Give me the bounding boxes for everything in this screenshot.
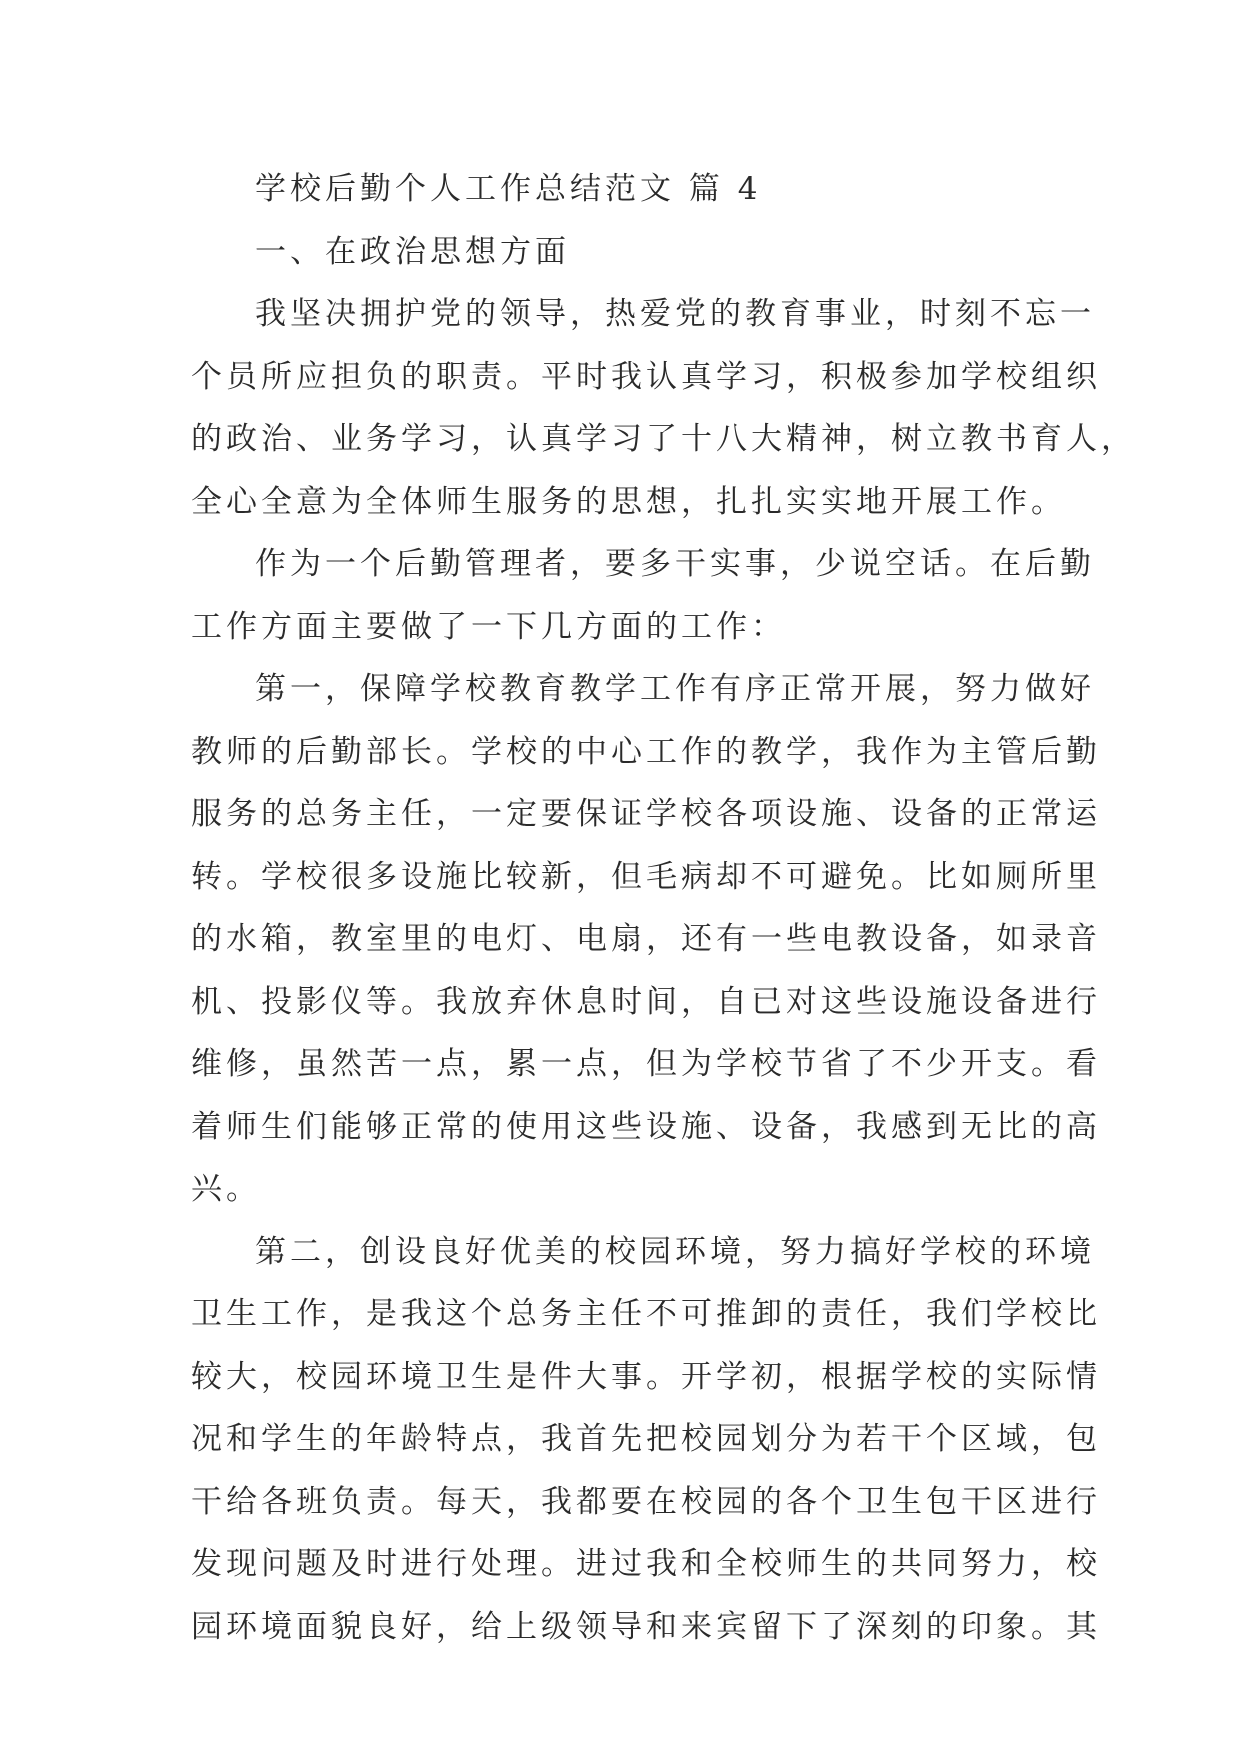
paragraph-line: 转。学校很多设施比较新，但毛病却不可避免。比如厕所里	[191, 858, 1101, 895]
paragraph-line: 第二，创设良好优美的校园环境，努力搞好学校的环境	[255, 1233, 1095, 1270]
paragraph-line: 全心全意为全体师生服务的思想，扎扎实实地开展工作。	[191, 483, 1066, 520]
paragraph-line: 着师生们能够正常的使用这些设施、设备，我感到无比的高	[191, 1108, 1101, 1145]
paragraph-line: 作为一个后勤管理者，要多干实事，少说空话。在后勤	[255, 546, 1095, 582]
document-body	[191, 158, 1136, 1658]
paragraph-line: 服务的总务主任，一定要保证学校各项设施、设备的正常运	[191, 796, 1101, 832]
paragraph-line: 况和学生的年龄特点，我首先把校园划分为若干个区域，包	[191, 1421, 1101, 1457]
paragraph-line: 园环境面貌良好，给上级领导和来宾留下了深刻的印象。其	[191, 1608, 1101, 1645]
paragraph-line: 较大，校园环境卫生是件大事。开学初，根据学校的实际情	[191, 1358, 1101, 1395]
paragraph-line: 干给各班负责。每天，我都要在校园的各个卫生包干区进行	[191, 1483, 1101, 1520]
paragraph-line: 兴。	[191, 1171, 261, 1207]
document-title: 学校后勤个人工作总结范文 篇 4	[255, 171, 762, 207]
paragraph-line: 机、投影仪等。我放弃休息时间，自已对这些设施设备进行	[191, 983, 1101, 1020]
paragraph-line: 工作方面主要做了一下几方面的工作：	[191, 608, 786, 645]
paragraph-line: 的政治、业务学习，认真学习了十八大精神，树立教书育人，	[191, 421, 1136, 457]
paragraph-line: 维修，虽然苦一点，累一点，但为学校节省了不少开支。看	[191, 1046, 1101, 1082]
section-heading: 一、在政治思想方面	[255, 233, 570, 270]
paragraph-line: 发现问题及时进行处理。进过我和全校师生的共同努力，校	[191, 1546, 1101, 1582]
paragraph-line: 个员所应担负的职责。平时我认真学习，积极参加学校组织	[191, 358, 1101, 395]
paragraph-line: 的水箱，教室里的电灯、电扇，还有一些电教设备，如录音	[191, 921, 1101, 957]
paragraph-line: 教师的后勤部长。学校的中心工作的教学，我作为主管后勤	[191, 733, 1101, 770]
paragraph-line: 我坚决拥护党的领导，热爱党的教育事业，时刻不忘一	[255, 296, 1095, 332]
paragraph-line: 卫生工作，是我这个总务主任不可推卸的责任，我们学校比	[191, 1296, 1101, 1332]
paragraph-line: 第一，保障学校教育教学工作有序正常开展，努力做好	[255, 671, 1095, 707]
